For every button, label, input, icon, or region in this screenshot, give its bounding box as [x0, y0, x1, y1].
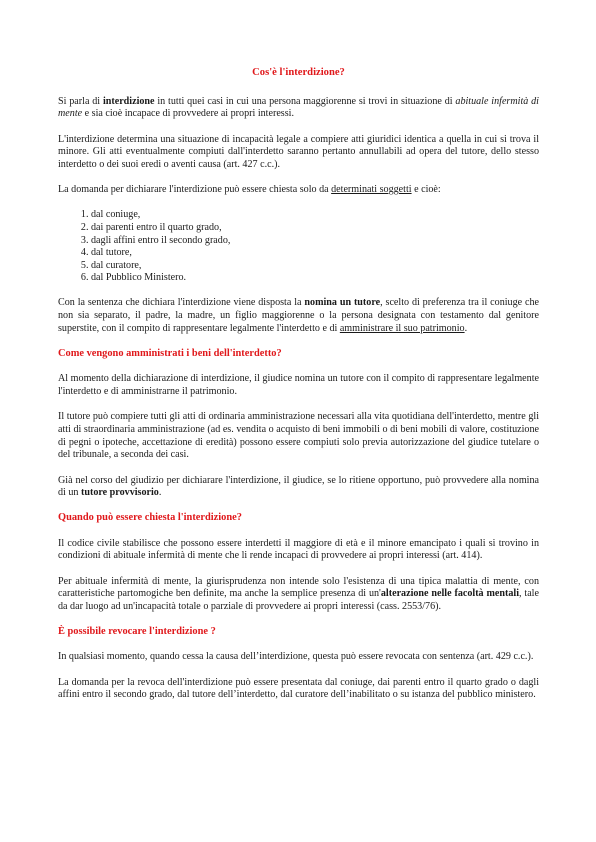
paragraph-infirmity — [58, 576, 539, 614]
text-run: Già nel corso del giudizio per dichiarare l'interdizione, il giudice, se lo ritiene opportuno, può provvedere alla nomina di un — [58, 474, 539, 499]
list-item: 1. dal coniuge, — [91, 209, 539, 222]
text-run: in tutti quei casi in cui una persona maggiorenne si trovi in situazione di — [154, 95, 456, 107]
page-title: Cos'è l'interdizione? — [252, 67, 345, 78]
section-heading-when: Quando può essere chiesta l'interdizione? — [58, 512, 242, 524]
paragraph-effects: L'interdizione determina una situazione di incapacità legale a compiere atti giuridici identica a quella in cui si trova il minore. Gli atti eventualmente compiuti dall'interdetto saranno pertanto annullabili ad opera del tutore, dello stesso interdetto o dei suoi eredi o aventi causa (art. 427 c.c.). — [58, 133, 539, 171]
list-item: 4. dal tutore, — [91, 247, 539, 260]
subjects-list — [58, 209, 539, 285]
list-item: 5. dal curatore, — [91, 260, 539, 273]
text-run: La domanda per dichiarare l'interdizione può essere chiesta solo da — [58, 184, 332, 196]
paragraph-provisional — [58, 475, 539, 500]
section-heading-administration: Come vengono amministrati i beni dell'interdetto? — [58, 348, 282, 360]
list-item: 3. dagli affini entro il secondo grado, — [91, 235, 539, 248]
italic-term: abituale infermità di mente — [58, 95, 539, 120]
text-run: . — [158, 487, 162, 499]
bold-term: interdizione — [102, 95, 155, 107]
text-run: Si parla di — [58, 95, 103, 107]
paragraph-revoke-request: La domanda per la revoca dell'interdizione può essere presentata dal coniuge, dai parenti entro il quarto grado o dagli affini entro il secondo grado, dal tutore dell’interdetto, dal curatore dell’inabilitato o su istanza del pubblico ministero. — [58, 676, 539, 701]
list-item: 2. dai parenti entro il quarto grado, — [91, 222, 539, 235]
paragraph-sentence — [58, 297, 539, 335]
text-run: , scelto di preferenza tra il coniuge che non sia separato, il padre, la madre, un figlio maggiorenne o la persona designata con testamento dal genitore superstite, con il compito di rappresentare legalmente l'interdetto e di — [58, 297, 540, 334]
section-heading-revoke: È possibile revocare l'interdizione ? — [58, 626, 216, 638]
paragraph-administration: Al momento della dichiarazione di interdizione, il giudice nomina un tutore con il compito di rappresentare legalmente l'interdetto e di amministrarne il patrimonio. — [58, 373, 539, 397]
text-run: Per abituale infermità di mente, la giurisprudenza non intende solo l'esistenza di una tipica malattia di mente, con caratteristiche partomogiche ben definite, ma anche la semplice presenza di un' — [58, 575, 539, 600]
list-item: 6. dal Pubblico Ministero. — [91, 272, 539, 285]
paragraph-request — [58, 184, 539, 197]
text-run: e cioè: — [411, 184, 441, 196]
paragraph-definition — [58, 96, 539, 121]
document-body — [58, 67, 539, 714]
text-run: Con la sentenza che dichiara l'interdizione viene disposta la — [58, 297, 305, 309]
text-run: e sia cioè incapace di provvedere ai propri interessi. — [82, 108, 294, 120]
paragraph-acts: Il tutore può compiere tutti gli atti di ordinaria amministrazione necessari alla vita quotidiana dell'interdetto, mentre gli atti di straordinaria amministrazione (ad es. vendita o acquisto di beni immobili o di beni mobili di valore, costituzione di pegni o ipoteche, accettazione di eredità) possono essere compiuti solo previa autorizzazione del giudice tutelare o del tribunale, a seconda dei casi. — [58, 411, 539, 461]
text-run: , tale da dar luogo ad un'incapacità totale o parziale di provvedere ai propri interessi (cass. 2553/76). — [58, 588, 539, 612]
paragraph-civil-code: Il codice civile stabilisce che possono essere interdetti il maggiore di età e il minore emancipato i quali si trovino in condizioni di abituale infermità di mente che li rende incapaci di provvedere ai propri interessi (art. 414). — [58, 537, 539, 562]
underlined-term: determinati soggetti — [331, 184, 412, 196]
paragraph-revoke: In qualsiasi momento, quando cessa la causa dell’interdizione, questa può essere revocata con sentenza (art. 429 c.c.). — [58, 651, 534, 663]
text-run: . — [464, 322, 468, 334]
bold-term: nomina un tutore — [304, 297, 381, 309]
underlined-term: amministrare il suo patrimonio — [339, 322, 465, 334]
bold-term: tutore provvisorio — [81, 487, 159, 499]
bold-term: alterazione nelle facoltà mentali — [380, 588, 519, 600]
